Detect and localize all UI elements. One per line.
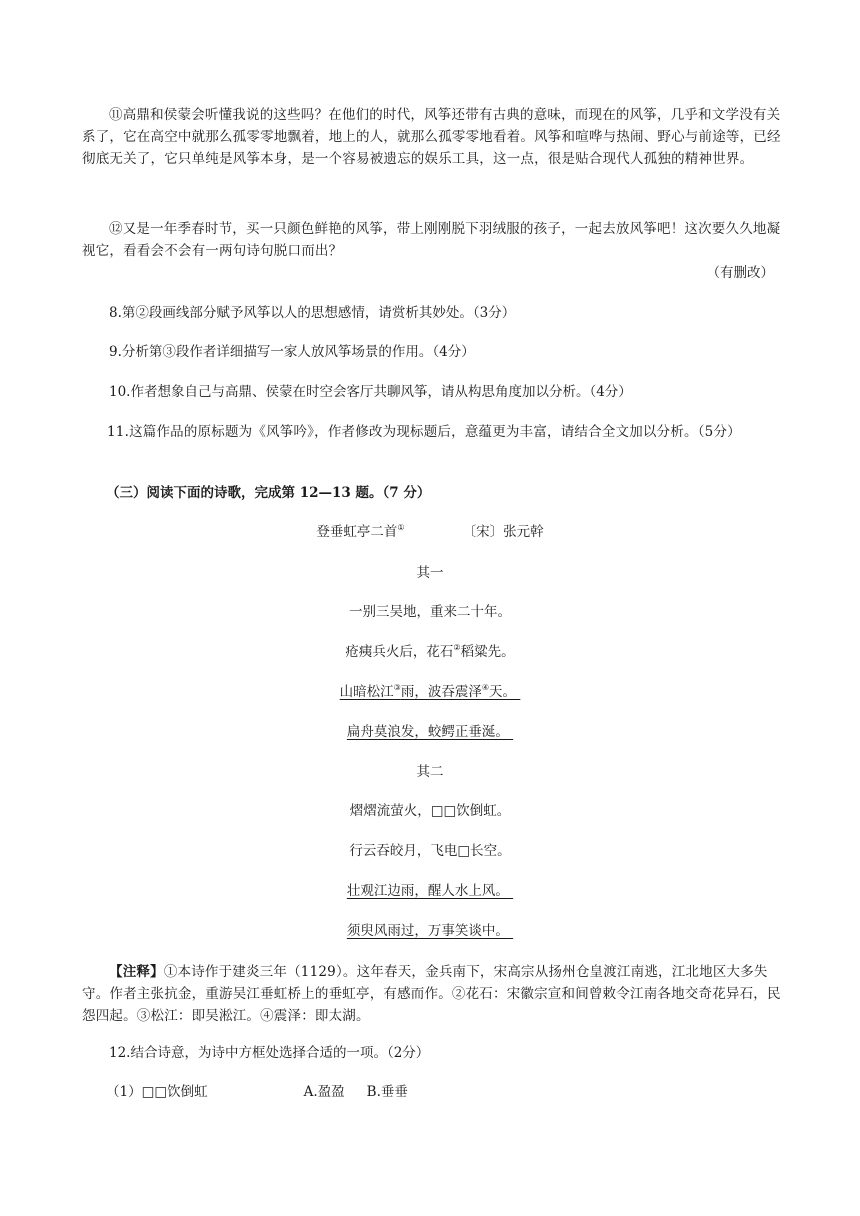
poem-part1-line3 [0, 681, 860, 703]
source-note: （有删改） [706, 265, 774, 281]
poem-part1-line2: 疮痍兵火后，花石②稻粱先。 [345, 643, 515, 660]
option-a: A.盈盈 [303, 1084, 345, 1100]
notes-text: ①本诗作于建炎三年（1129）。这年春天，金兵南下，宋高宗从扬州仓皇渡江南逃，江北地区大多失守。作者主张抗金，重游吴江垂虹桥上的垂虹亭，有感而作。②花石：宋徽宗宣和间曾敕令江南各地交奇花异石，民怨四起。③松江：即吴淞江。④震泽：即太湖。 [82, 964, 781, 1024]
poem-title: 登垂虹亭二首 [316, 524, 398, 540]
poem-part1-line4: 扁舟莫浪发，蛟鳄正垂涎。 [346, 724, 509, 740]
question-8: 8.第②段画线部分赋予风筝以人的思想感情，请赏析其妙处。（3分） [109, 305, 516, 321]
poem-part2-line4: 须臾风雨过，万事笑谈中。 [346, 923, 509, 939]
poem-part1-heading: 其一 [416, 565, 444, 581]
question-12-item-1 [106, 1081, 806, 1103]
poem-notes [82, 961, 782, 1027]
poem-part2-line1: 熠熠流萤火，□□饮倒虹。 [349, 803, 511, 819]
option-b: B.垂垂 [366, 1084, 408, 1100]
poem-part2-heading: 其二 [416, 764, 444, 780]
poem-part2-line2: 行云吞皎月，飞电□长空。 [349, 843, 511, 859]
item-1-label: （1）□□饮倒虹 [106, 1084, 208, 1100]
question-9: 9.分析第③段作者详细描写一家人放风筝场景的作用。（4分） [109, 344, 475, 360]
notes-label: 【注释】 [109, 964, 164, 980]
question-10: 10.作者想象自己与高鼎、侯蒙在时空会客厅共聊风筝，请从构思角度加以分析。（4分） [109, 384, 632, 400]
poem-part2-line3: 壮观江边雨，醒人水上风。 [346, 883, 509, 899]
paragraph-11: ⑪高鼎和侯蒙会听懂我说的这些吗？在他们的时代，风筝还带有古典的意味，而现在的风筝，几乎和文学没有关系了，它在高空中就那么孤零零地飘着，地上的人，就那么孤零零地看着。风筝和喧哗与热闹、野心与前途等，已经彻底无关了，它只单纯是风筝本身，是一个容易被遗忘的娱乐工具，这一点，很是贴合现代人孤独的精神世界。 [82, 107, 781, 167]
question-11: 11.这篇作品的原标题为《风筝吟》，作者修改为现标题后，意蕴更为丰富，请结合全文加以分析。（5分） [107, 424, 741, 440]
poem-part1-line1: 一别三吴地，重来二十年。 [349, 604, 511, 620]
poem-title-note-mark: ① [397, 523, 405, 532]
paragraph-12: ⑫又是一年季春时节，买一只颜色鲜艳的风筝，带上刚刚脱下羽绒服的孩子，一起去放风筝吧！这次要久久地凝视它，看看会不会有一两句诗句脱口而出？ [82, 221, 781, 259]
question-12: 12.结合诗意，为诗中方框处选择合适的一项。（2分） [109, 1045, 430, 1061]
note-mark-3: ③ [393, 683, 401, 692]
poem-author: 〔宋〕张元幹 [462, 524, 544, 540]
section-3-heading: （三）阅读下面的诗歌，完成第 12—13 题。（7 分） [106, 485, 431, 501]
note-mark-2: ② [453, 643, 461, 652]
underlined-line: 山暗松江③雨，波吞震泽④天。 [339, 683, 517, 700]
note-mark-4: ④ [481, 683, 490, 692]
poem-title-line [0, 521, 860, 543]
